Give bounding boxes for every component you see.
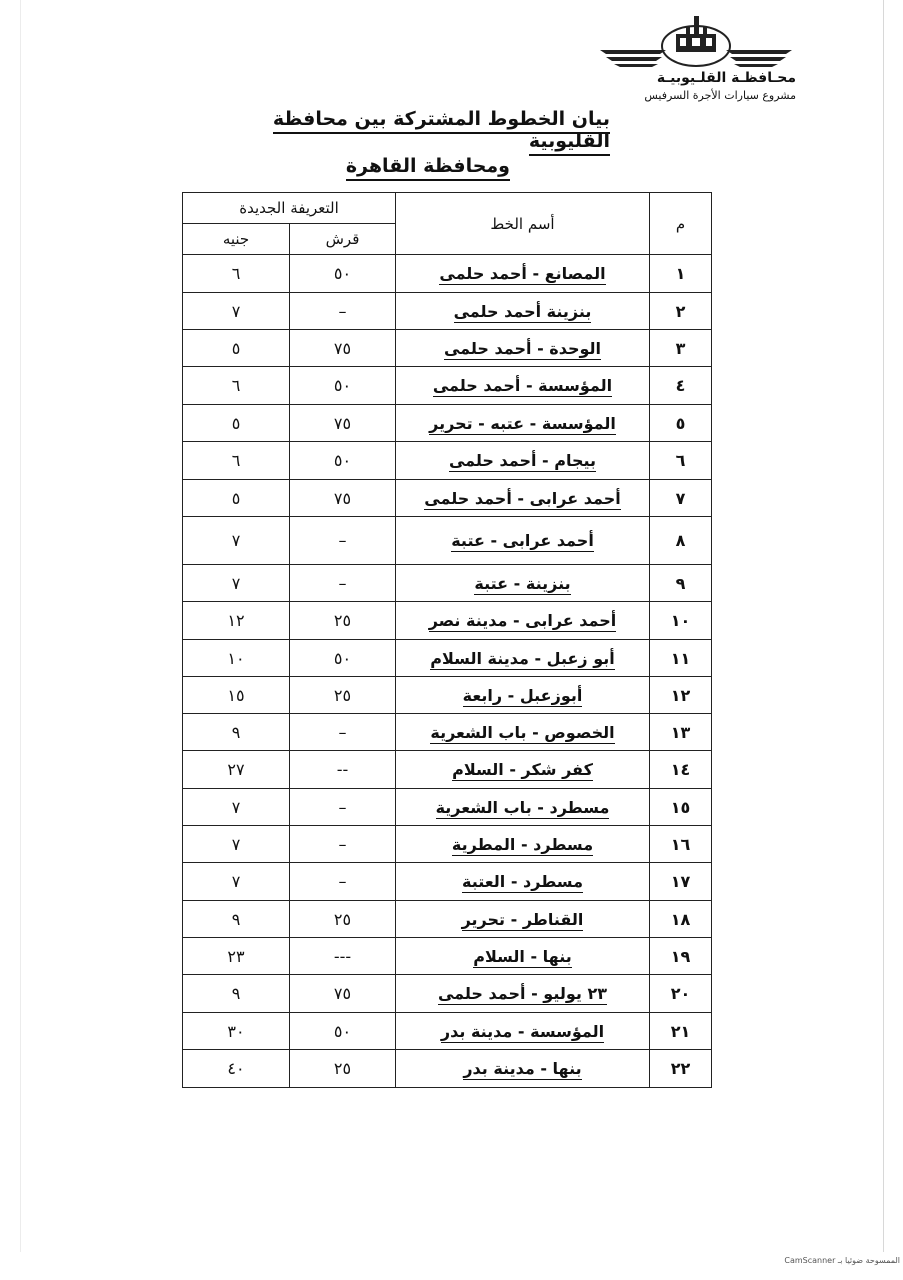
row-number: ٢١ — [650, 1013, 712, 1050]
row-number: ١٥ — [650, 789, 712, 826]
route-name: المصانع - أحمد حلمى — [396, 255, 650, 293]
route-name: الخصوص - باب الشعرية — [396, 714, 650, 751]
tariff-pound: ٧ — [183, 517, 290, 565]
tariff-pound: ٩ — [183, 714, 290, 751]
project-name: مشروع سيارات الأجرة السرفيس — [644, 89, 796, 102]
tariff-piaster: ٥٠ — [290, 640, 396, 677]
row-number: ٦ — [650, 442, 712, 480]
tariff-pound: ٢٣ — [183, 938, 290, 975]
row-number: ٨ — [650, 517, 712, 565]
tariff-piaster: – — [290, 826, 396, 863]
table-row — [183, 1050, 712, 1088]
route-name: بنها - مدينة بدر — [396, 1050, 650, 1088]
route-name: أحمد عرابى - مدينة نصر — [396, 602, 650, 640]
row-number: ٥ — [650, 405, 712, 442]
tariff-pound: ٧ — [183, 293, 290, 330]
document-subtitle: ومحافظة القاهرة — [300, 155, 510, 177]
tariff-piaster: ٧٥ — [290, 975, 396, 1013]
route-name: أحمد عرابى - عتبة — [396, 517, 650, 565]
governorate-name: محـافظـة القلـيوبيـة — [656, 70, 796, 86]
route-name: المؤسسة - أحمد حلمى — [396, 367, 650, 405]
table-row — [183, 293, 712, 330]
table-row — [183, 677, 712, 714]
tariff-piaster: ٢٥ — [290, 602, 396, 640]
row-number: ٢ — [650, 293, 712, 330]
table-row — [183, 405, 712, 442]
tariff-piaster: ٧٥ — [290, 330, 396, 367]
tariff-pound: ٧ — [183, 565, 290, 602]
tariff-piaster: --- — [290, 938, 396, 975]
tariff-piaster: -- — [290, 751, 396, 789]
tariff-piaster: ٥٠ — [290, 1013, 396, 1050]
tariff-piaster: ٥٠ — [290, 442, 396, 480]
row-number: ٢٠ — [650, 975, 712, 1013]
routes-table — [182, 192, 712, 1088]
row-number: ١٩ — [650, 938, 712, 975]
tariff-piaster: ٥٠ — [290, 367, 396, 405]
header-piaster: قرش — [290, 224, 396, 255]
row-number: ١٢ — [650, 677, 712, 714]
route-name: أبوزعبل - رابعة — [396, 677, 650, 714]
tariff-pound: ٥ — [183, 480, 290, 517]
tariff-pound: ١٠ — [183, 640, 290, 677]
route-name: بيجام - أحمد حلمى — [396, 442, 650, 480]
tariff-pound: ٩ — [183, 901, 290, 938]
route-name: أبو زعبل - مدينة السلام — [396, 640, 650, 677]
route-name: القناطر - تحرير — [396, 901, 650, 938]
tariff-piaster: ٢٥ — [290, 901, 396, 938]
route-name: كفر شكر - السلام — [396, 751, 650, 789]
row-number: ١٣ — [650, 714, 712, 751]
emblem-icon — [596, 10, 796, 72]
table-row — [183, 901, 712, 938]
row-number: ١٨ — [650, 901, 712, 938]
route-name: بنزينة أحمد حلمى — [396, 293, 650, 330]
row-number: ١٠ — [650, 602, 712, 640]
table-row — [183, 863, 712, 901]
table-row — [183, 1013, 712, 1050]
tariff-pound: ٧ — [183, 863, 290, 901]
route-name: بنها - السلام — [396, 938, 650, 975]
tariff-pound: ١٢ — [183, 602, 290, 640]
table-row — [183, 330, 712, 367]
header-serial: م — [650, 193, 712, 255]
tariff-piaster: ٢٥ — [290, 1050, 396, 1088]
row-number: ٢٢ — [650, 1050, 712, 1088]
tariff-pound: ١٥ — [183, 677, 290, 714]
row-number: ١١ — [650, 640, 712, 677]
route-name: ٢٣ يوليو - أحمد حلمى — [396, 975, 650, 1013]
route-name: مسطرد - العتبة — [396, 863, 650, 901]
table-row — [183, 789, 712, 826]
table-row — [183, 602, 712, 640]
tariff-pound: ٩ — [183, 975, 290, 1013]
tariff-piaster: ٧٥ — [290, 405, 396, 442]
row-number: ٩ — [650, 565, 712, 602]
row-number: ٣ — [650, 330, 712, 367]
route-name: المؤسسة - عتبه - تحرير — [396, 405, 650, 442]
document-title: بيان الخطوط المشتركة بين محافظة القليوبية — [200, 108, 610, 152]
tariff-piaster: – — [290, 293, 396, 330]
governorate-logo — [596, 10, 796, 100]
table-row — [183, 640, 712, 677]
tariff-pound: ٢٧ — [183, 751, 290, 789]
tariff-pound: ٤٠ — [183, 1050, 290, 1088]
route-name: مسطرد - المطرية — [396, 826, 650, 863]
table-row — [183, 938, 712, 975]
table-row — [183, 442, 712, 480]
header-route-name: أسم الخط — [396, 193, 650, 255]
tariff-pound: ٦ — [183, 255, 290, 293]
route-name: المؤسسة - مدينة بدر — [396, 1013, 650, 1050]
table-row — [183, 255, 712, 293]
table-row — [183, 714, 712, 751]
tariff-piaster: ٥٠ — [290, 255, 396, 293]
route-name: بنزينة - عتبة — [396, 565, 650, 602]
tariff-piaster: ٧٥ — [290, 480, 396, 517]
route-name: أحمد عرابى - أحمد حلمى — [396, 480, 650, 517]
table-row — [183, 367, 712, 405]
tariff-piaster: – — [290, 789, 396, 826]
row-number: ٤ — [650, 367, 712, 405]
tariff-pound: ٣٠ — [183, 1013, 290, 1050]
table-row — [183, 565, 712, 602]
route-name: الوحدة - أحمد حلمى — [396, 330, 650, 367]
tariff-pound: ٥ — [183, 330, 290, 367]
tariff-piaster: – — [290, 565, 396, 602]
row-number: ١٦ — [650, 826, 712, 863]
header-pound: جنيه — [183, 224, 290, 255]
tariff-pound: ٧ — [183, 826, 290, 863]
tariff-pound: ٧ — [183, 789, 290, 826]
tariff-pound: ٦ — [183, 442, 290, 480]
header-new-tariff: التعريفة الجديدة — [183, 193, 396, 224]
row-number: ٧ — [650, 480, 712, 517]
row-number: ١٧ — [650, 863, 712, 901]
tariff-pound: ٦ — [183, 367, 290, 405]
table-row — [183, 517, 712, 565]
table-row — [183, 826, 712, 863]
tariff-piaster: – — [290, 714, 396, 751]
tariff-piaster: ٢٥ — [290, 677, 396, 714]
row-number: ١٤ — [650, 751, 712, 789]
scanner-watermark: الممسوحة ضوئيا بـ CamScanner — [784, 1256, 900, 1265]
tariff-piaster: – — [290, 517, 396, 565]
route-name: مسطرد - باب الشعرية — [396, 789, 650, 826]
table-row — [183, 751, 712, 789]
table-row — [183, 480, 712, 517]
tariff-pound: ٥ — [183, 405, 290, 442]
table-row — [183, 975, 712, 1013]
row-number: ١ — [650, 255, 712, 293]
tariff-piaster: – — [290, 863, 396, 901]
